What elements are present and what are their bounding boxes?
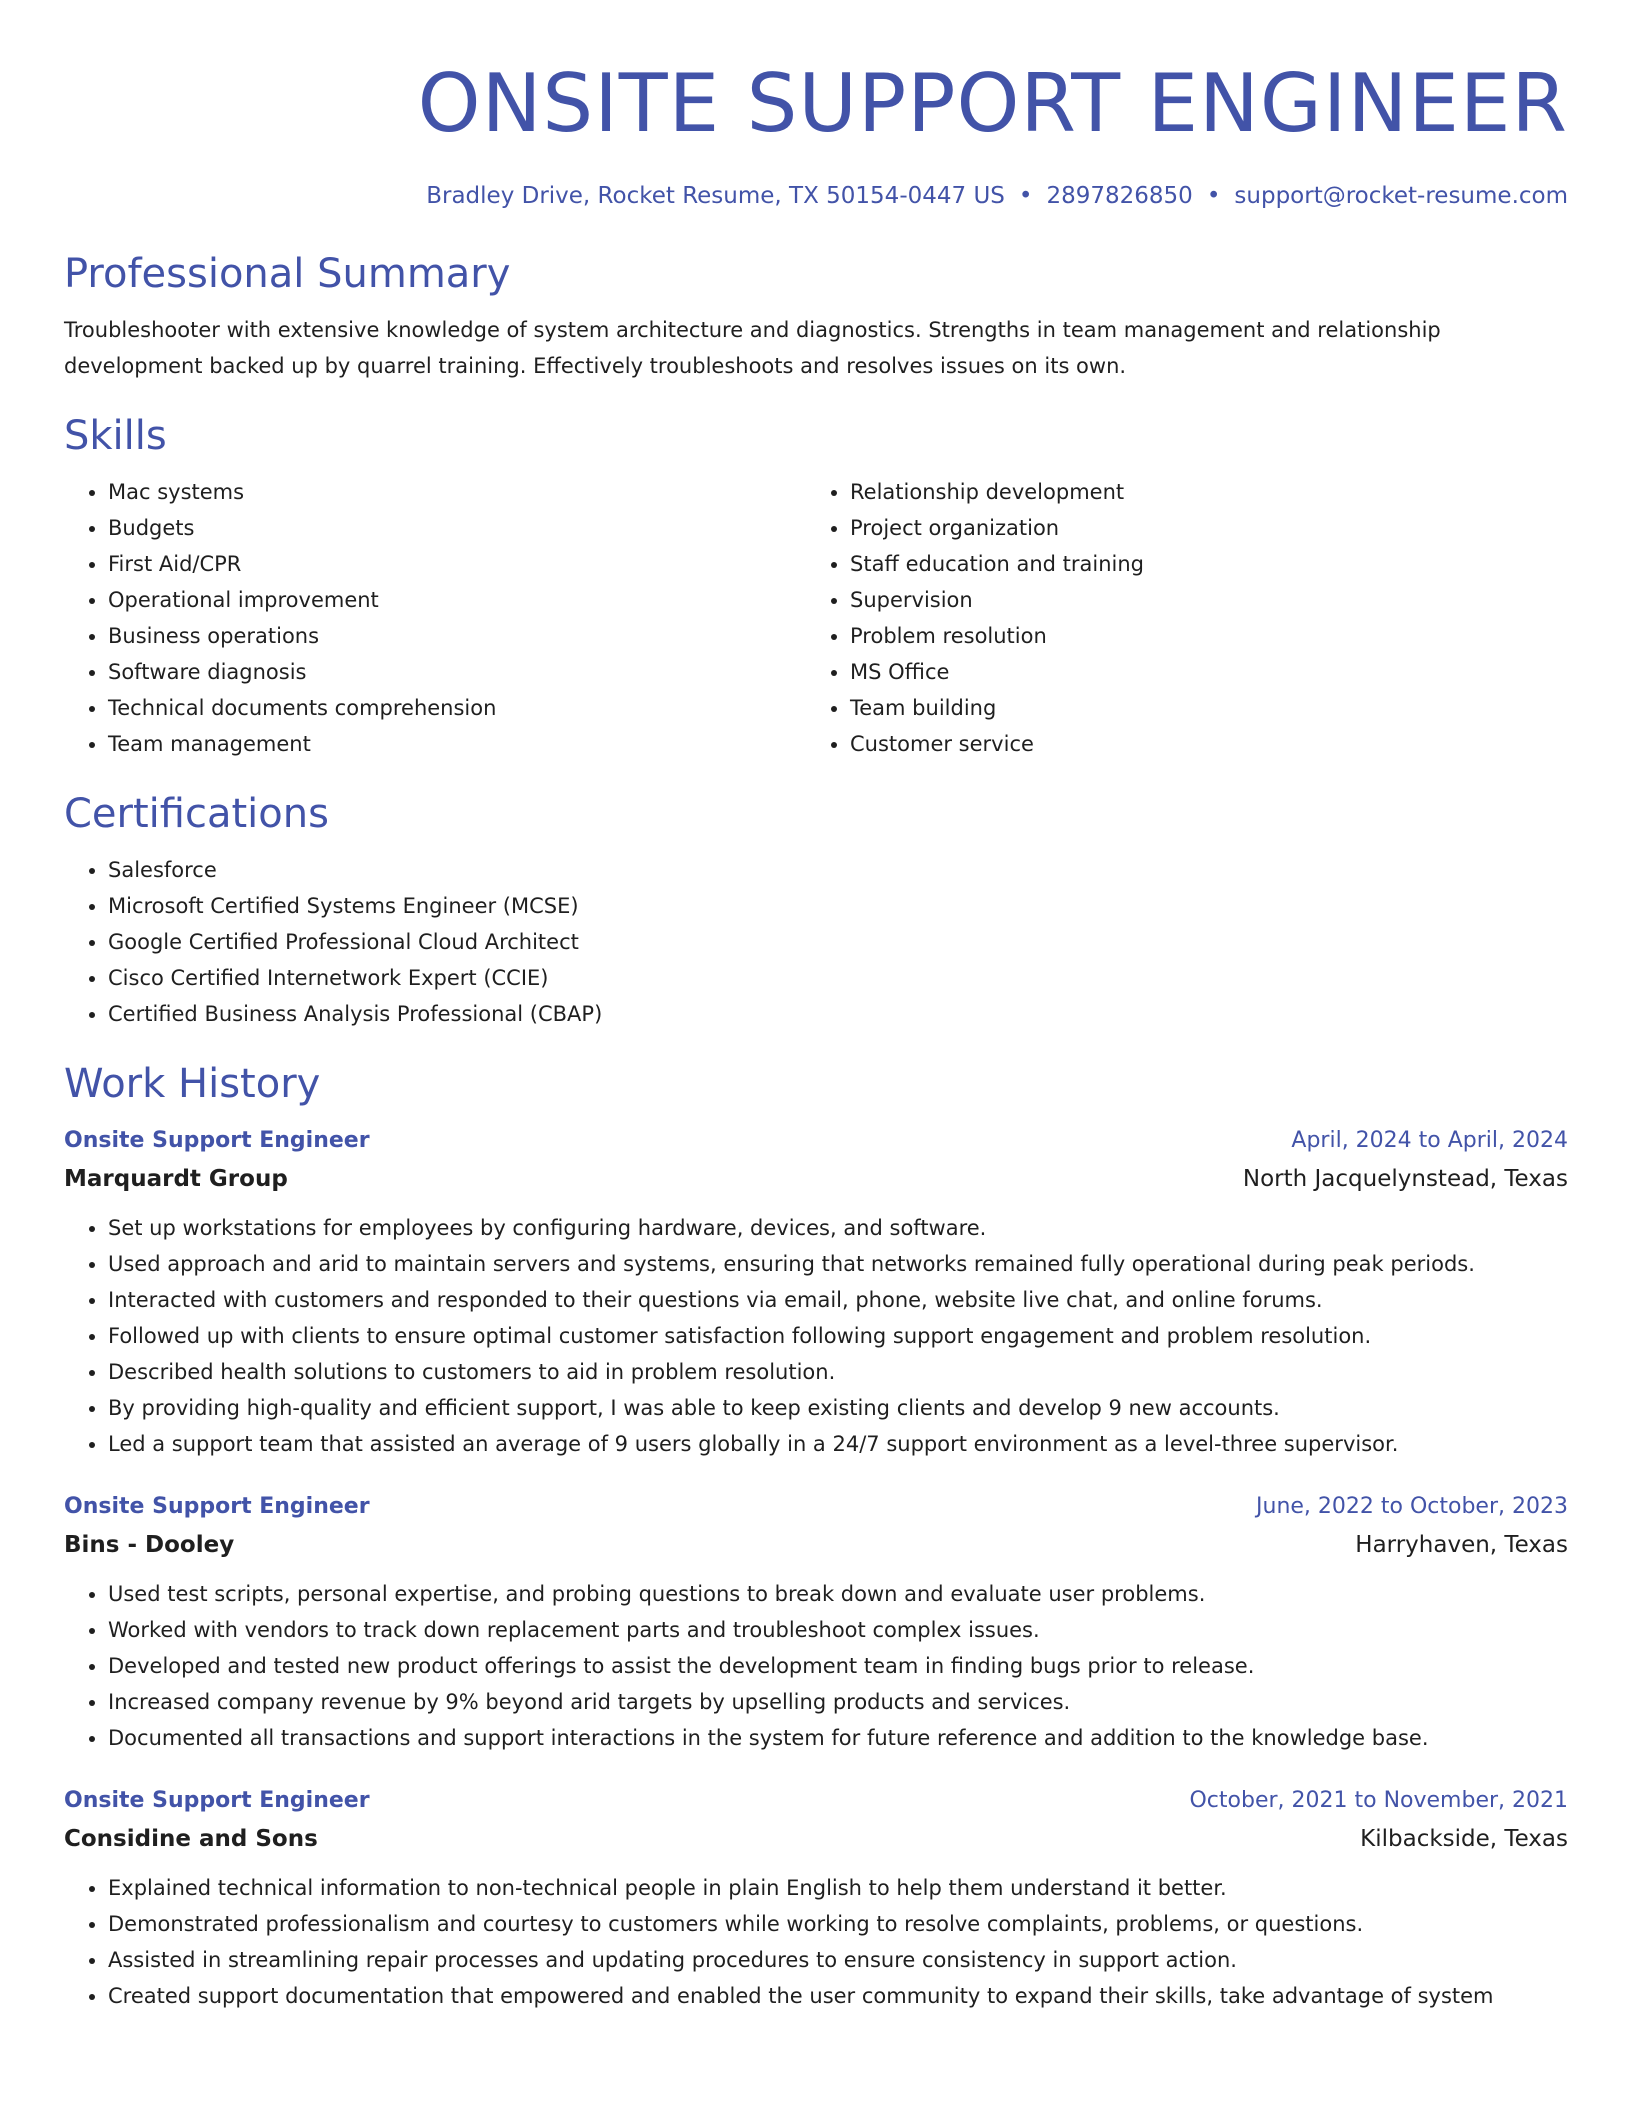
job-title: Onsite Support Engineer <box>64 1494 370 1519</box>
certifications-heading: Certifications <box>64 791 329 837</box>
summary-heading: Professional Summary <box>64 251 511 297</box>
job-bullet: • Explained technical information to non-technical people in plain English to help them understand it better. <box>108 1870 1568 1906</box>
skill-item: • First Aid/CPR <box>108 546 806 582</box>
job-bullet: • Used approach and arid to maintain servers and systems, ensuring that networks remained fully operational during peak periods. <box>108 1246 1568 1282</box>
job-title: Onsite Support Engineer <box>64 1128 370 1153</box>
job-dates: June, 2022 to October, 2023 <box>1256 1494 1568 1519</box>
contact-separator: • <box>1206 183 1221 209</box>
job-location: Harryhaven, Texas <box>1355 1532 1568 1558</box>
job-bullet: • By providing high-quality and efficient support, I was able to keep existing clients and develop 9 new accounts. <box>108 1390 1568 1426</box>
skill-item: • Operational improvement <box>108 582 806 618</box>
job-bullet: • Interacted with customers and responded to their questions via email, phone, website live chat, and online forums. <box>108 1282 1568 1318</box>
skill-item: • Relationship development <box>850 474 1548 510</box>
job-bullet: • Led a support team that assisted an average of 9 users globally in a 24/7 support environment as a level-three supervisor. <box>108 1426 1568 1462</box>
phone: 2897826850 <box>1046 183 1193 209</box>
job-bullet: • Demonstrated professionalism and courtesy to customers while working to resolve complaints, problems, or questions. <box>108 1906 1568 1942</box>
skill-item: • Team building <box>850 690 1548 726</box>
job-bullet: • Described health solutions to customers to aid in problem resolution. <box>108 1354 1568 1390</box>
contact-separator: • <box>1018 183 1033 209</box>
address: Bradley Drive, Rocket Resume, TX 50154-0447 US <box>426 183 1005 209</box>
summary-text: Troubleshooter with extensive knowledge of system architecture and diagnostics. Strengths in team management and relationship development backed up by quarrel training. Effectively troubleshoots and resolves issues on its own. <box>64 318 1441 378</box>
skill-item: • Problem resolution <box>850 618 1548 654</box>
job-bullets <box>64 1210 1568 1462</box>
certification-item: • Salesforce <box>108 852 1568 888</box>
job-title: Onsite Support Engineer <box>64 1788 370 1813</box>
skill-item: • Budgets <box>108 510 806 546</box>
job-company: Considine and Sons <box>64 1826 318 1852</box>
resume-page <box>64 56 1568 2014</box>
skill-item: • Customer service <box>850 726 1548 762</box>
job-entry <box>64 1122 1568 1462</box>
certification-item: • Google Certified Professional Cloud Architect <box>108 924 1568 960</box>
job-bullets <box>64 1870 1568 2014</box>
skills-list <box>64 474 1568 762</box>
job-bullet: • Followed up with clients to ensure optimal customer satisfaction following support engagement and problem resolution. <box>108 1318 1568 1354</box>
job-location: Kilbackside, Texas <box>1360 1826 1568 1852</box>
skill-item: • Project organization <box>850 510 1548 546</box>
job-dates: October, 2021 to November, 2021 <box>1189 1788 1568 1813</box>
job-bullets <box>64 1576 1568 1756</box>
skills-column-left <box>64 474 806 762</box>
skill-item: • Team management <box>108 726 806 762</box>
certification-item: • Microsoft Certified Systems Engineer (MCSE) <box>108 888 1568 924</box>
skill-item: • Staff education and training <box>850 546 1548 582</box>
skill-item: • Business operations <box>108 618 806 654</box>
job-bullet: • Documented all transactions and support interactions in the system for future reference and addition to the knowledge base. <box>108 1720 1568 1756</box>
job-company: Marquardt Group <box>64 1166 288 1192</box>
job-bullet: • Developed and tested new product offerings to assist the development team in finding bugs prior to release. <box>108 1648 1568 1684</box>
job-bullet: • Increased company revenue by 9% beyond arid targets by upselling products and services. <box>108 1684 1568 1720</box>
job-company: Bins - Dooley <box>64 1532 235 1558</box>
job-location: North Jacquelynstead, Texas <box>1242 1166 1568 1192</box>
skill-item: • Mac systems <box>108 474 806 510</box>
job-bullet: • Worked with vendors to track down replacement parts and troubleshoot complex issues. <box>108 1612 1568 1648</box>
certification-item: • Certified Business Analysis Professional (CBAP) <box>108 996 1568 1032</box>
contact-line <box>64 180 1568 212</box>
job-bullet: • Assisted in streamlining repair processes and updating procedures to ensure consistency in support action. <box>108 1942 1568 1978</box>
job-bullet: • Created support documentation that empowered and enabled the user community to expand their skills, take advantage of system <box>108 1978 1568 2014</box>
skill-item: • Software diagnosis <box>108 654 806 690</box>
job-dates: April, 2024 to April, 2024 <box>1291 1128 1568 1153</box>
job-bullet: • Used test scripts, personal expertise, and probing questions to break down and evaluate user problems. <box>108 1576 1568 1612</box>
email-link[interactable]: support@rocket-resume.com <box>1234 183 1568 209</box>
skill-item: • MS Office <box>850 654 1548 690</box>
resume-name: ONSITE SUPPORT ENGINEER <box>417 57 1568 150</box>
skill-item: • Supervision <box>850 582 1548 618</box>
certifications-list <box>64 852 1568 1032</box>
skill-item: • Technical documents comprehension <box>108 690 806 726</box>
job-bullet: • Set up workstations for employees by configuring hardware, devices, and software. <box>108 1210 1568 1246</box>
skills-column-right <box>806 474 1548 762</box>
job-entry <box>64 1782 1568 2014</box>
job-entry <box>64 1488 1568 1756</box>
certification-item: • Cisco Certified Internetwork Expert (CCIE) <box>108 960 1568 996</box>
skills-heading: Skills <box>64 413 167 459</box>
work-history-heading: Work History <box>64 1061 321 1107</box>
